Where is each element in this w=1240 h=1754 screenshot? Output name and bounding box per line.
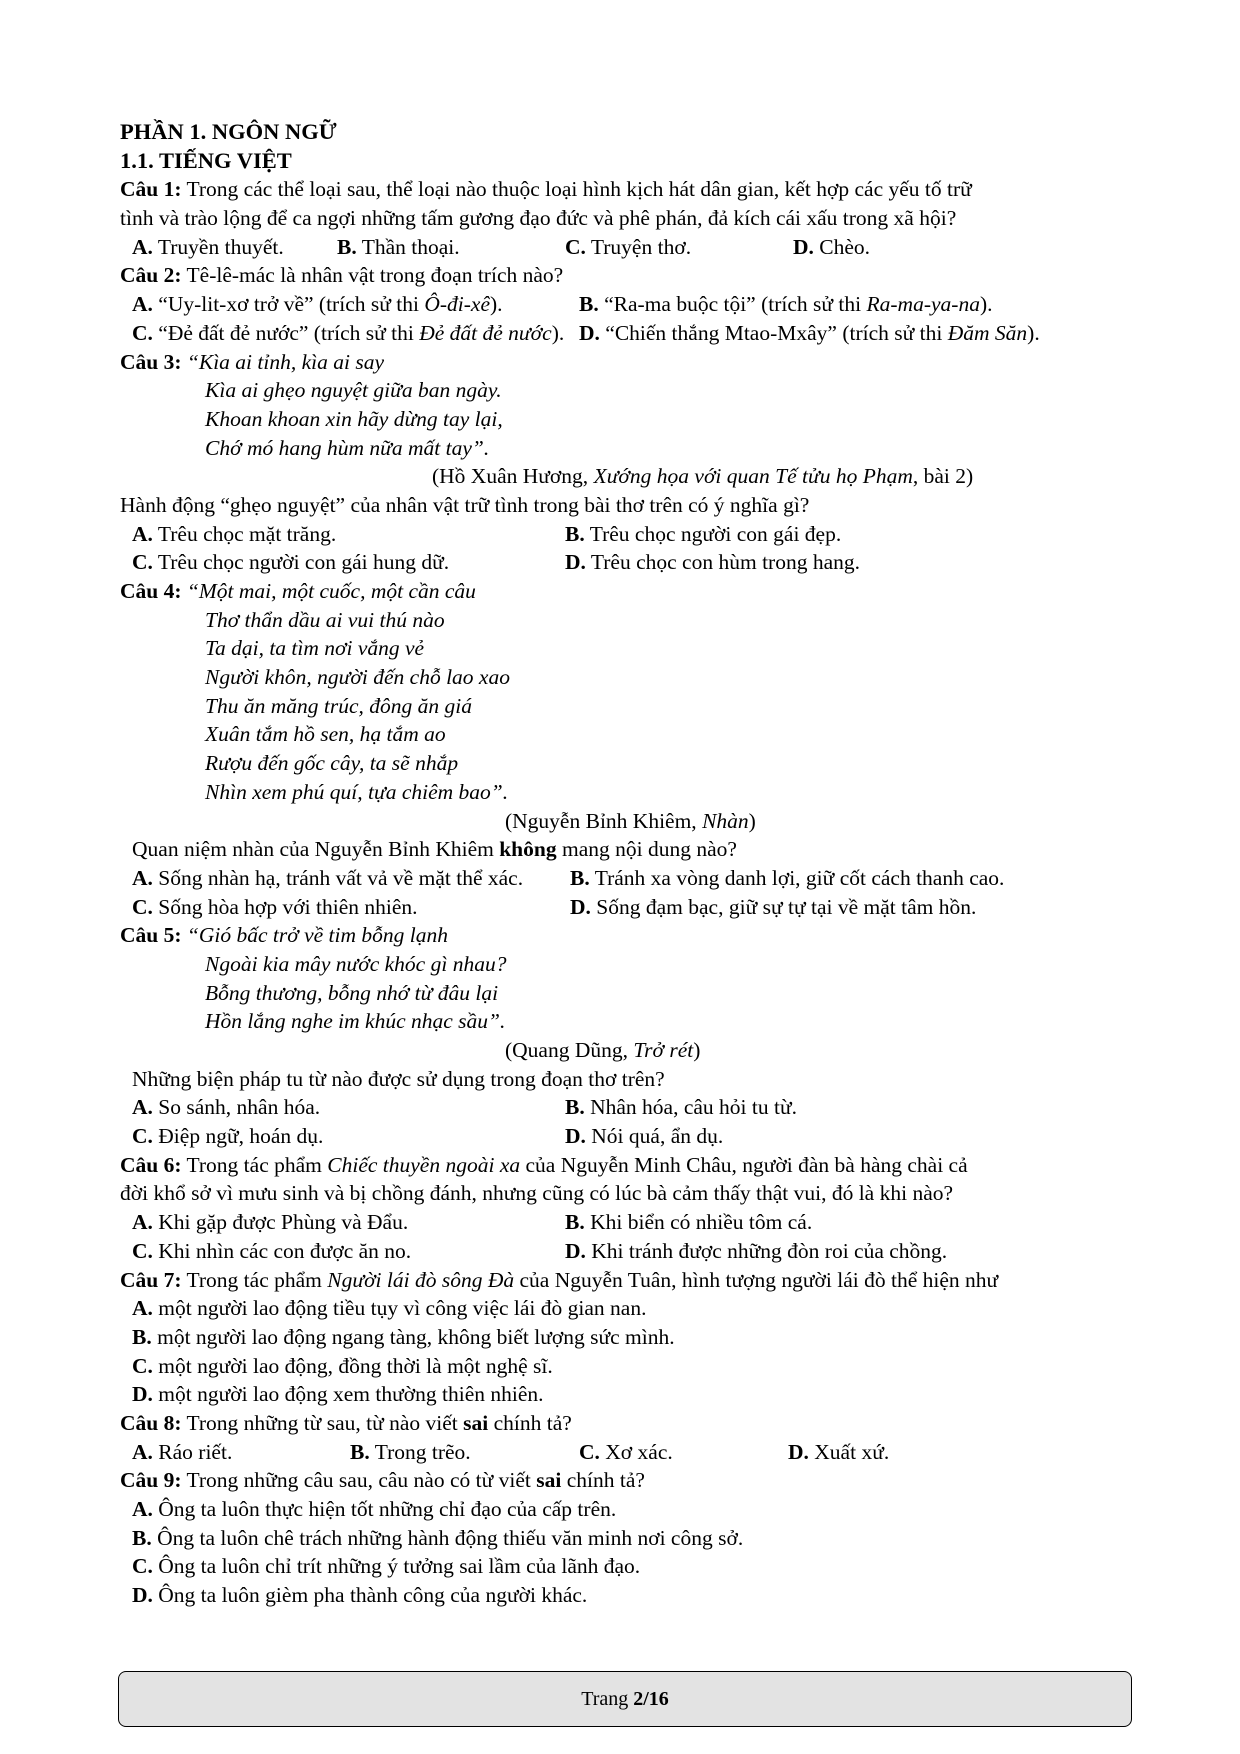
poem-line: Rượu đến gốc cây, ta sẽ nhắp bbox=[205, 751, 459, 776]
question-9: Câu 9: Trong những câu sau, câu nào có từ viết sai chính tả? bbox=[120, 1468, 645, 1493]
option-b: B. Nhân hóa, câu hỏi tu từ. bbox=[565, 1095, 797, 1120]
option-b: B. Khi biển có nhiều tôm cá. bbox=[565, 1210, 813, 1235]
question-3-options-ab bbox=[120, 520, 1160, 549]
question-6-options-cd bbox=[120, 1237, 1160, 1266]
question-3-text: Hành động “ghẹo nguyệt” của nhân vật trữ tình trong bài thơ trên có ý nghĩa gì? bbox=[120, 492, 810, 517]
option-d: D. Nói quá, ẩn dụ. bbox=[565, 1124, 724, 1149]
option-a: A. Trêu chọc mặt trăng. bbox=[132, 521, 337, 546]
question-3: Câu 3: “Kìa ai tỉnh, kìa ai say bbox=[120, 349, 384, 374]
question-2-options-ab bbox=[120, 290, 1160, 319]
option-b: B. Tránh xa vòng danh lợi, giữ cốt cách thanh cao. bbox=[570, 865, 1005, 890]
question-5: Câu 5: “Gió bấc trở về tim bỗng lạnh bbox=[120, 923, 449, 948]
option-a: A. Sống nhàn hạ, tránh vất vả về mặt thể xác. bbox=[132, 865, 524, 890]
option-a: A. Khi gặp được Phùng và Đẩu. bbox=[132, 1210, 409, 1235]
poem-line: Ngoài kia mây nước khóc gì nhau? bbox=[205, 951, 507, 976]
option-c: C. Sống hòa hợp với thiên nhiên. bbox=[132, 894, 418, 919]
question-6-cont: đời khổ sở vì mưu sinh và bị chồng đánh, nhưng cũng có lúc bà cảm thấy thật vui, đó là khi nào? bbox=[120, 1181, 954, 1206]
question-5-options-cd bbox=[120, 1122, 1160, 1151]
question-2: Câu 2: Tê-lê-mác là nhân vật trong đoạn trích nào? bbox=[120, 263, 564, 288]
option-d: D. Ông ta luôn gièm pha thành công của người khác. bbox=[132, 1583, 588, 1608]
option-d: D. “Chiến thắng Mtao-Mxây” (trích sử thi Đăm Săn). bbox=[579, 320, 1040, 345]
option-d: D. Trêu chọc con hùm trong hang. bbox=[565, 550, 860, 575]
option-d: D. Khi tránh được những đòn roi của chồng. bbox=[565, 1238, 948, 1263]
option-a: A. Ông ta luôn thực hiện tốt những chỉ đạo của cấp trên. bbox=[132, 1497, 617, 1521]
question-5-text: Những biện pháp tu từ nào được sử dụng trong đoạn thơ trên? bbox=[132, 1066, 665, 1091]
question-4: Câu 4: “Một mai, một cuốc, một cần câu bbox=[120, 579, 476, 603]
option-d: D. Xuất xứ. bbox=[788, 1439, 890, 1464]
question-1-options bbox=[120, 233, 1160, 262]
option-b: B. Trêu chọc người con gái đẹp. bbox=[565, 521, 842, 546]
poem-source: (Nguyễn Bỉnh Khiêm, Nhàn) bbox=[505, 808, 756, 833]
question-4-text: Quan niệm nhàn của Nguyễn Bỉnh Khiêm không mang nội dung nào? bbox=[132, 837, 737, 862]
page-number: 2/16 bbox=[633, 1688, 669, 1710]
poem-line: Thơ thẩn dầu ai vui thú nào bbox=[205, 607, 445, 632]
question-2-options-cd bbox=[120, 319, 1160, 348]
question-6: Câu 6: Trong tác phẩm Chiếc thuyền ngoài xa của Nguyễn Minh Châu, người đàn bà hàng chài cả bbox=[120, 1152, 968, 1177]
poem-line: Hồn lắng nghe im khúc nhạc sầu”. bbox=[205, 1009, 506, 1034]
poem-line: Kìa ai ghẹo nguyệt giữa ban ngày. bbox=[205, 378, 502, 403]
option-a: A. Ráo riết. bbox=[132, 1439, 233, 1464]
option-c: C. “Đẻ đất đẻ nước” (trích sử thi Đẻ đất đẻ nước). bbox=[132, 320, 565, 345]
poem-source: (Hồ Xuân Hương, Xướng họa với quan Tế tửu họ Phạm, bài 2) bbox=[432, 464, 974, 489]
question-1: Câu 1: Trong các thể loại sau, thể loại nào thuộc loại hình kịch hát dân gian, kết hợp các yếu tố trữ bbox=[120, 177, 972, 202]
question-6-options-ab bbox=[120, 1208, 1160, 1237]
option-c: C. Truyện thơ. bbox=[565, 234, 692, 259]
question-4-options-ab bbox=[120, 864, 1160, 893]
option-c: C. Trêu chọc người con gái hung dữ. bbox=[132, 550, 450, 575]
poem-line: Thu ăn măng trúc, đông ăn giá bbox=[205, 693, 472, 718]
poem-line: Ta dại, ta tìm nơi vắng vẻ bbox=[205, 636, 425, 661]
page-label: Trang bbox=[581, 1688, 634, 1710]
option-b: B. Trong trẽo. bbox=[350, 1439, 471, 1464]
option-b: B. Ông ta luôn chê trách những hành động thiếu văn minh nơi công sở. bbox=[132, 1525, 744, 1550]
option-a: A. So sánh, nhân hóa. bbox=[132, 1095, 321, 1120]
option-d: D. Chèo. bbox=[793, 234, 871, 259]
question-1-cont: tình và trào lộng để ca ngợi những tấm gương đạo đức và phê phán, đả kích cái xấu trong xã hội? bbox=[120, 206, 957, 231]
option-c: C. Ông ta luôn chỉ trít những ý tưởng sai lầm của lãnh đạo. bbox=[132, 1554, 641, 1579]
question-7: Câu 7: Trong tác phẩm Người lái đò sông Đà của Nguyễn Tuân, hình tượng người lái đò thể hiện như bbox=[120, 1267, 999, 1292]
question-4-options-cd bbox=[120, 893, 1160, 922]
option-c: C. Điệp ngữ, hoán dụ. bbox=[132, 1124, 324, 1149]
option-d: D. một người lao động xem thường thiên nhiên. bbox=[132, 1382, 544, 1407]
option-c: C. một người lao động, đồng thời là một nghệ sĩ. bbox=[132, 1353, 553, 1378]
option-b: B. một người lao động ngang tàng, không biết lượng sức mình. bbox=[132, 1324, 675, 1349]
option-a: A. một người lao động tiều tụy vì công việc lái đò gian nan. bbox=[132, 1296, 647, 1321]
option-b: B. “Ra-ma buộc tội” (trích sử thi Ra-ma-ya-na). bbox=[579, 292, 993, 317]
poem-line: Xuân tắm hồ sen, hạ tắm ao bbox=[205, 722, 446, 747]
poem-line: Bỗng thương, bỗng nhớ từ đâu lại bbox=[205, 980, 499, 1005]
option-d: D. Sống đạm bạc, giữ sự tự tại về mặt tâm hồn. bbox=[570, 894, 977, 919]
question-8-options bbox=[120, 1438, 1160, 1467]
poem-line: Nhìn xem phú quí, tựa chiêm bao”. bbox=[205, 779, 509, 804]
poem-line: Người khôn, người đến chỗ lao xao bbox=[205, 665, 510, 690]
exam-page bbox=[120, 118, 1160, 1610]
option-c: C. Khi nhìn các con được ăn no. bbox=[132, 1238, 412, 1263]
question-3-options-cd bbox=[120, 548, 1160, 577]
poem-line: Chớ mó hang hùm nữa mất tay”. bbox=[205, 435, 490, 460]
question-5-options-ab bbox=[120, 1093, 1160, 1122]
option-a: A. “Uy-lit-xơ trở về” (trích sử thi Ô-đi-xê). bbox=[132, 292, 503, 317]
option-b: B. Thần thoại. bbox=[337, 234, 460, 259]
subsection-title: 1.1. TIẾNG VIỆT bbox=[120, 147, 292, 173]
poem-source: (Quang Dũng, Trở rét) bbox=[505, 1038, 701, 1062]
option-c: C. Xơ xác. bbox=[579, 1439, 673, 1464]
page-footer bbox=[118, 1671, 1132, 1727]
section-title: PHẦN 1. NGÔN NGỮ bbox=[120, 119, 337, 144]
question-8: Câu 8: Trong những từ sau, từ nào viết sai chính tả? bbox=[120, 1410, 572, 1435]
option-a: A. Truyền thuyết. bbox=[132, 234, 284, 259]
poem-line: Khoan khoan xin hãy dừng tay lại, bbox=[205, 406, 503, 431]
